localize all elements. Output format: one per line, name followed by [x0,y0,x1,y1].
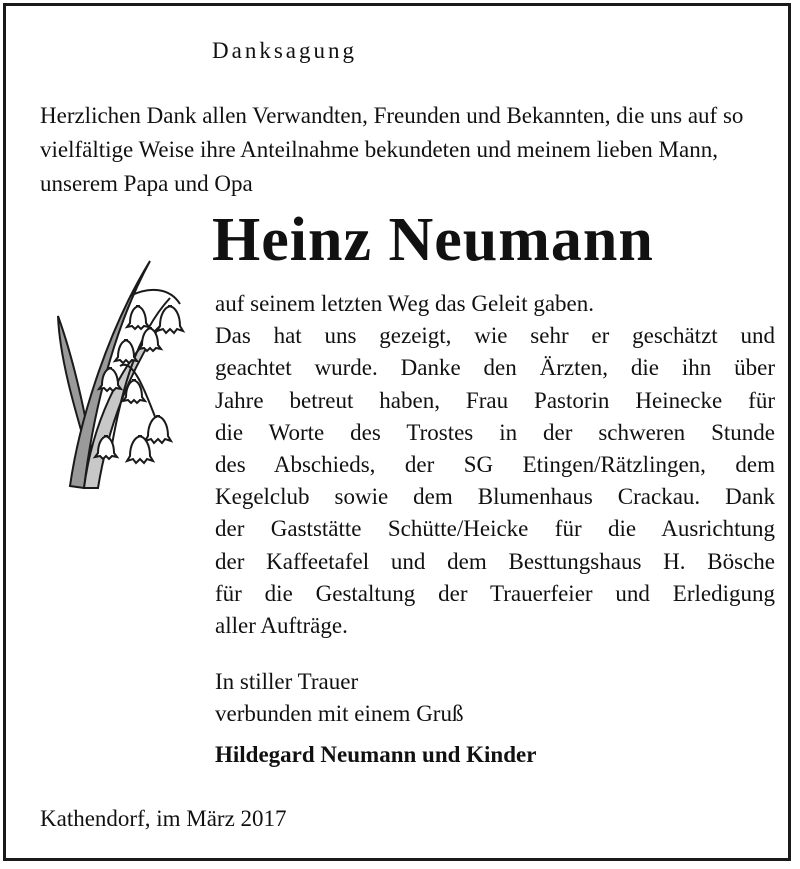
place-date: Kathendorf, im März 2017 [40,806,287,831]
body-line: Jahre betreut haben, Frau Pastorin Heinecke für [215,387,775,413]
closing-block [215,666,463,730]
body-line: für die Gestaltung der Trauerfeier und Erledigung [215,580,775,606]
body-paragraph [215,288,775,642]
closing-line: In stiller Trauer [215,669,359,694]
lily-of-the-valley-icon [40,256,200,496]
body-line: Kegelclub sowie dem Blumenhaus Crackau. Dank [215,484,775,510]
notice-frame [3,3,791,861]
body-line: auf seinem letzten Weg das Geleit gaben. [215,291,594,316]
intro-paragraph: Herzlichen Dank allen Verwandten, Freunden und Bekannten, die uns auf so vielfältige Weise ihre Anteilnahme bekundeten und meinem lieben Mann, unserem Papa und Opa [40,103,744,196]
body-line: Das hat uns gezeigt, wie sehr er geschätzt und [215,323,775,349]
body-line: der Gaststätte Schütte/Heicke für die Ausrichtung [215,516,775,542]
closing-line: verbunden mit einem Gruß [215,701,464,726]
notice-heading: Danksagung [212,38,357,63]
body-line: die Worte des Trostes in der schweren Stunde [215,419,775,445]
signers: Hildegard Neumann und Kinder [215,742,537,767]
body-line: aller Aufträge. [215,613,348,639]
deceased-name: Heinz Neumann [212,206,654,274]
body-line: geachtet wurde. Danke den Ärzten, die ihn über [215,355,775,381]
body-line: des Abschieds, der SG Etingen/Rätzlingen, dem [215,452,775,478]
body-line: der Kaffeetafel und dem Besttungshaus H. Bösche [215,548,775,574]
